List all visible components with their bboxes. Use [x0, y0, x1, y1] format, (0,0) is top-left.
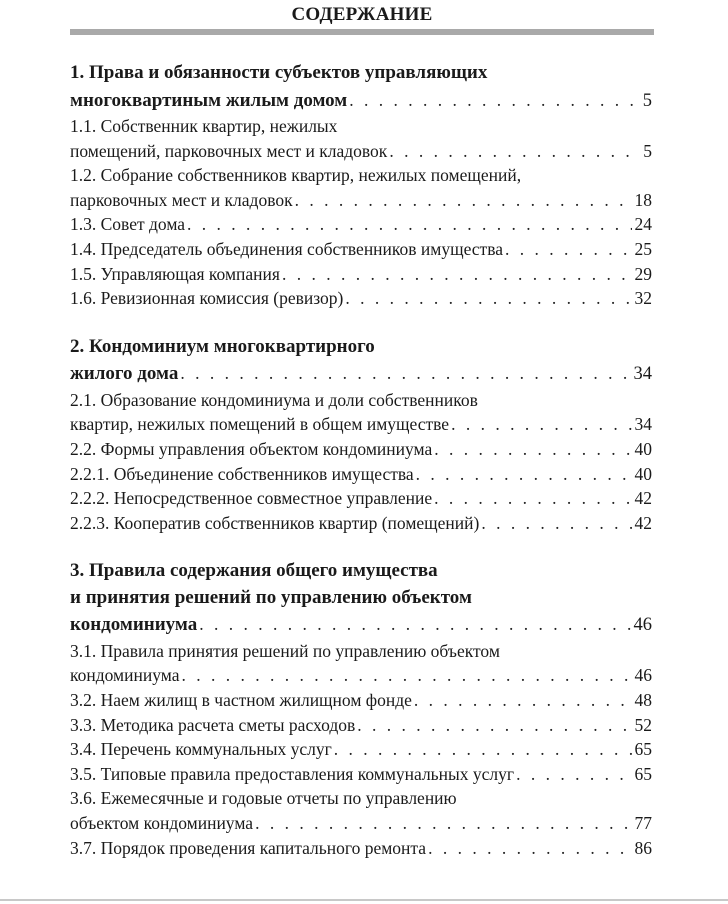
- dot-leader: [481, 511, 631, 536]
- entry-line: помещений, парковочных мест и кладовок: [70, 140, 388, 161]
- heading-line: кондоминиума: [70, 614, 198, 636]
- entry-line: 3.2. Наем жилищ в частном жилищном фонде: [70, 690, 412, 710]
- entry-line: 3.5. Типовые правила предоставления коммунальных услуг: [70, 763, 515, 784]
- entry-line: 2.2.2. Непосредственное совместное управление: [70, 488, 433, 509]
- toc-entry-2-2[interactable]: [70, 437, 652, 462]
- toc-entry-2-2-3[interactable]: [70, 511, 652, 536]
- page-title: СОДЕРЖАНИЕ: [291, 4, 433, 25]
- page-number: 5: [643, 140, 652, 161]
- dot-leader: [180, 360, 630, 387]
- dot-leader: [428, 836, 631, 861]
- toc-entry-1-2[interactable]: [70, 163, 652, 212]
- dot-leader: [416, 462, 632, 487]
- toc-entry-3-1[interactable]: [70, 639, 652, 688]
- dot-leader: [434, 486, 631, 511]
- page-number: 40: [634, 438, 652, 459]
- dot-leader: [434, 437, 631, 462]
- toc-entry-3-7[interactable]: [70, 836, 652, 861]
- page-number: 65: [634, 739, 652, 760]
- toc-section-2: [70, 334, 652, 536]
- page-number: 34: [634, 414, 652, 435]
- toc-entry-1-3[interactable]: [70, 212, 652, 237]
- dot-leader: [389, 139, 640, 164]
- entry-line: 2.1. Образование кондоминиума и доли собственников: [70, 389, 478, 410]
- entry-line: 3.7. Порядок проведения капитального ремонта: [70, 837, 427, 858]
- toc-section-3: [70, 558, 652, 860]
- dot-leader: [516, 762, 631, 787]
- entry-line: 3.1. Правила принятия решений по управлению объектом: [70, 640, 500, 661]
- entry-line: 1.1. Собственник квартир, нежилых: [70, 116, 338, 136]
- entry-line: квартир, нежилых помещений в общем имуществе: [70, 414, 450, 435]
- entry-line: 3.6. Ежемесячные и годовые отчеты по управлению: [70, 788, 457, 809]
- dot-leader: [187, 212, 631, 237]
- page-number: 65: [634, 763, 652, 784]
- page-number: 29: [634, 263, 652, 284]
- toc-entry-3-2[interactable]: [70, 688, 652, 713]
- entry-line: 2.2. Формы управления объектом кондоминиума: [70, 438, 433, 459]
- dot-leader: [451, 412, 631, 437]
- entry-line: 2.2.3. Кооператив собственников квартир (помещений): [70, 512, 480, 533]
- dot-leader: [199, 611, 630, 638]
- dot-leader: [349, 87, 639, 114]
- entry-line: парковочных мест и кладовок: [70, 189, 293, 210]
- toc-entry-1-1[interactable]: [70, 114, 652, 163]
- entry-line: 3.4. Перечень коммунальных услуг: [70, 739, 332, 760]
- heading-line: жилого дома: [70, 363, 179, 385]
- page-number: 77: [634, 812, 652, 833]
- toc-entry-3-4[interactable]: [70, 737, 652, 762]
- entry-line: объектом кондоминиума: [70, 812, 254, 833]
- dot-leader: [181, 663, 631, 688]
- toc-entry-1-4[interactable]: [70, 237, 652, 262]
- toc-entry-2-2-1[interactable]: [70, 462, 652, 487]
- section-heading[interactable]: [70, 558, 652, 639]
- page-number: 42: [634, 488, 652, 509]
- toc-entry-3-5[interactable]: [70, 762, 652, 787]
- entry-line: 1.3. Совет дома: [70, 214, 186, 235]
- heading-line: 3. Правила содержания общего имущества: [70, 560, 438, 582]
- dot-leader: [255, 811, 631, 836]
- entry-line: кондоминиума: [70, 665, 180, 686]
- entry-line: 1.4. Председатель объединения собственников имущества: [70, 238, 503, 259]
- toc-entry-3-6[interactable]: [70, 786, 652, 835]
- page-number: 46: [634, 665, 652, 686]
- heading-line: 1. Права и обязанности субъектов управляющих: [70, 62, 488, 83]
- dot-leader: [282, 262, 632, 287]
- entry-line: 3.3. Методика расчета сметы расходов: [70, 714, 356, 735]
- page-number: 5: [642, 90, 652, 111]
- dot-leader: [345, 286, 631, 311]
- page-edge: [0, 899, 728, 901]
- heading-line: многоквартиным жилым домом: [70, 89, 348, 111]
- dot-leader: [414, 688, 632, 713]
- page-number: 52: [634, 714, 652, 735]
- page-number: 25: [634, 238, 652, 259]
- page-number: 34: [633, 364, 652, 385]
- entry-line: 1.2. Собрание собственников квартир, нежилых помещений,: [70, 165, 522, 186]
- page-number: 48: [634, 690, 652, 710]
- entry-line: 1.5. Управляющая компания: [70, 263, 280, 284]
- page-number: 32: [634, 288, 652, 309]
- dot-leader: [357, 713, 631, 738]
- page-number: 42: [634, 512, 652, 533]
- toc-entry-2-1[interactable]: [70, 388, 652, 437]
- toc-section-1: [70, 60, 652, 311]
- toc-entry-1-6[interactable]: [70, 286, 652, 311]
- page-number: 46: [633, 615, 652, 636]
- section-heading[interactable]: [70, 60, 652, 114]
- heading-line: и принятия решений по управлению объектом: [70, 586, 472, 608]
- table-of-contents: [70, 60, 652, 883]
- toc-entry-2-2-2[interactable]: [70, 486, 652, 511]
- title-divider: [70, 29, 654, 35]
- dot-leader: [505, 237, 632, 262]
- heading-line: 2. Кондоминиум многоквартирного: [70, 335, 375, 357]
- page-number: 24: [634, 214, 652, 235]
- dot-leader: [295, 188, 632, 213]
- toc-entry-3-3[interactable]: [70, 713, 652, 738]
- dot-leader: [334, 737, 632, 762]
- entry-line: 2.2.1. Объединение собственников имущества: [70, 463, 414, 484]
- page-number: 18: [634, 189, 652, 210]
- entry-line: 1.6. Ревизионная комиссия (ревизор): [70, 288, 344, 309]
- toc-entry-1-5[interactable]: [70, 262, 652, 287]
- section-heading[interactable]: [70, 334, 652, 388]
- page-number: 86: [634, 837, 652, 858]
- page-number: 40: [634, 463, 652, 484]
